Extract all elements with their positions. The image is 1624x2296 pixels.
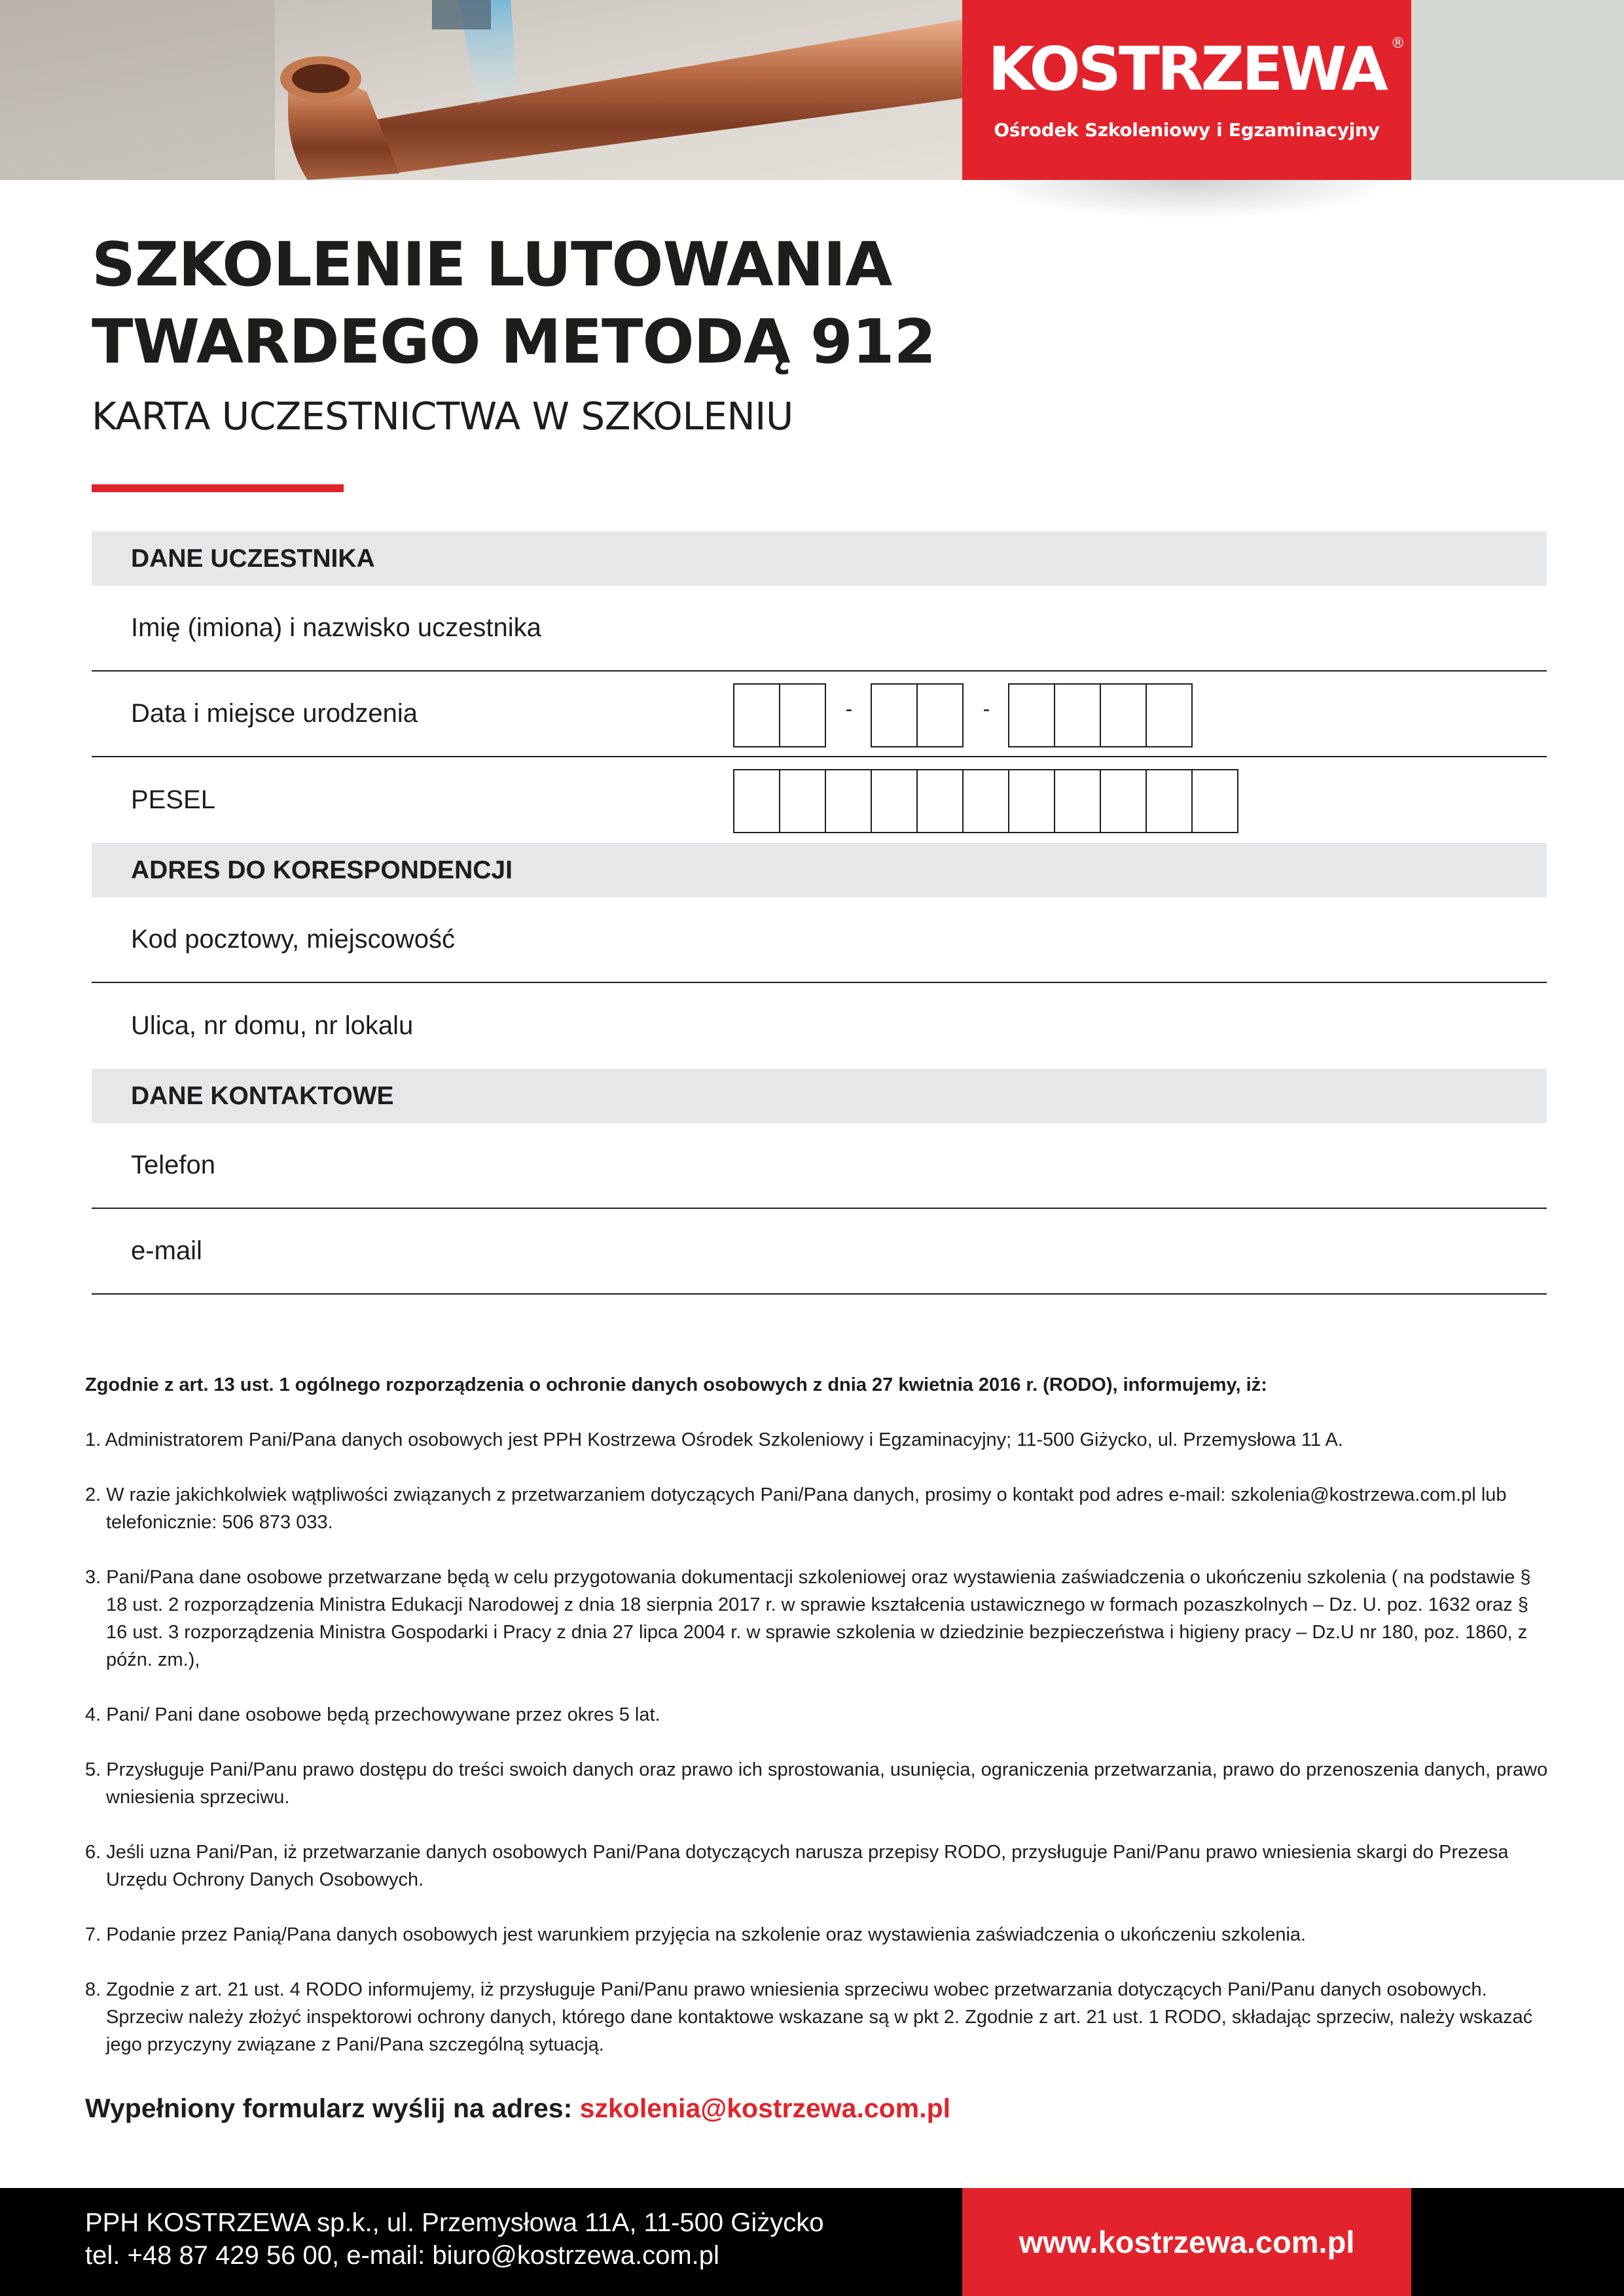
pesel-digit-box[interactable] [825,769,872,833]
title-divider [92,484,344,492]
website-link[interactable]: www.kostrzewa.com.pl [962,2188,1411,2296]
header-background-right [1411,0,1624,180]
rodo-item: 3. Pani/Pana dane osobowe przetwarzane będą w celu przygotowania dokumentacji szkoleniowej oraz wystawienia zaświadczenia o ukończeniu szkolenia ( na podstawie § 18 ust. 2 rozporządzenia Ministra Edukacji Narodowej z dnia 18 sierpnia 2017 r. w sprawie kształcenia ustawicznego w formach pozaszkolnych – Dz. U. poz. 1632 oraz § 16 ust. 3 rozporządzenia Ministra Gospodarki i Pracy z dnia 27 lipca 2004 r. w sprawie szkolenia w dziedzinie bezpieczeństwa i higieny pracy – Dz.U nr 180, poz. 1860, z późn. zm.), [85,1567,1531,1670]
birth-label: Data i miejsce urodzenia [131,699,418,728]
birth-field[interactable] [92,672,1547,757]
send-instruction [85,2093,950,2124]
pesel-digit-box[interactable] [916,769,964,833]
name-field[interactable] [92,586,1547,672]
year-digit-box[interactable] [1054,683,1101,747]
header-banner [0,0,1624,180]
send-email-link[interactable]: szkolenia@kostrzewa.com.pl [579,2093,951,2123]
pesel-digit-box[interactable] [1100,769,1147,833]
footer-address-line: PPH KOSTRZEWA sp.k., ul. Przemysłowa 11A, 11-500 Giżycko [85,2208,824,2237]
pesel-digit-box[interactable] [1191,769,1238,833]
registered-mark: ® [1390,35,1405,52]
rodo-item: 1. Administratorem Pani/Pana danych osobowych jest PPH Kostrzewa Ośrodek Szkoleniowy i Egzaminacyjny; 11-500 Giżycko, ul. Przemysłowa 11 A. [85,1429,1343,1450]
page-subtitle: KARTA UCZESTNICTWA W SZKOLENIU [92,394,793,439]
year-digit-box[interactable] [1146,683,1193,747]
rodo-item: 7. Podanie przez Panią/Pana danych osobowych jest warunkiem przyjęcia na szkolenie oraz wystawienia zaświadczenia o ukończeniu szkolenia. [85,1924,1307,1945]
rodo-item: 5. Przysługuje Pani/Panu prawo dostępu do treści swoich danych oraz prawo ich sprostowania, usunięcia, ograniczenia przetwarzania, prawo do przenoszenia danych, prawo wniesienia sprzeciwu. [85,1759,1548,1808]
month-digit-box[interactable] [916,683,964,747]
day-digit-box[interactable] [733,683,780,747]
rodo-item: 8. Zgodnie z art. 21 ust. 4 RODO informujemy, iż przysługuje Pani/Panu prawo wniesienia sprzeciwu wobec przetwarzania dotyczących Pani/Panu danych osobowych. Sprzeciw należy złożyć inspektorowi ochrony danych, którego dane kontaktowe wskazane są w pkt 2. Zgodnie z art. 21 ust. 1 RODO, składając sprzeciw, należy wskazać jego przyczyny związane z Pani/Pana szczególną sytuacją. [85,1979,1533,2055]
pesel-digit-box[interactable] [871,769,918,833]
pesel-digit-box[interactable] [962,769,1009,833]
pesel-field[interactable] [92,757,1547,843]
pesel-digit-box[interactable] [1054,769,1101,833]
page-title: SZKOLENIE LUTOWANIA TWARDEGO METODĄ 912 [92,229,936,377]
footer [0,2188,1624,2296]
street-label: Ulica, nr domu, nr lokalu [131,1011,414,1040]
rodo-item: 4. Pani/ Pani dane osobowe będą przechowywane przez okres 5 lat. [85,1704,660,1725]
copper-pipe-photo [0,0,962,180]
pesel-digit-box[interactable] [1146,769,1193,833]
year-digit-box[interactable] [1100,683,1147,747]
kostrzewa-logo: KOSTRZEWA ® Ośrodek Szkoleniowy i Egzaminacyjny [962,0,1411,180]
section-participant-data: DANE UCZESTNIKA [92,531,1547,586]
section-contact-data: DANE KONTAKTOWE [92,1069,1547,1123]
logo-subtitle: Ośrodek Szkoleniowy i Egzaminacyjny [994,119,1380,141]
pesel-digit-box[interactable] [779,769,826,833]
rodo-notice [85,1371,1551,2086]
pesel-digit-box[interactable] [733,769,780,833]
birth-date-boxes [733,683,1193,747]
rodo-intro: Zgodnie z art. 13 ust. 1 ogólnego rozporządzenia o ochronie danych osobowych z dnia 27 kwietnia 2016 r. (RODO), informujemy, iż: [85,1374,1267,1395]
rodo-item: 6. Jeśli uzna Pani/Pan, iż przetwarzanie danych osobowych Pani/Pana dotyczących narusza przepisy RODO, przysługuje Pani/Panu prawo wniesienia skargi do Prezesa Urzędu Ochrony Danych Osobowych. [85,1842,1509,1890]
footer-address [85,2206,824,2272]
phone-label: Telefon [131,1151,215,1179]
year-digit-box[interactable] [1008,683,1055,747]
email-label: e-mail [131,1236,202,1265]
pesel-boxes [733,769,1238,833]
rodo-item: 2. W razie jakichkolwiek wątpliwości związanych z przetwarzaniem dotyczących Pani/Pana danych, prosimy o kontakt pod adres e-mail: szkolenia@kostrzewa.com.pl lub telefonicznie: 506 873 033. [85,1484,1507,1533]
postal-label: Kod pocztowy, miejscowość [131,925,455,954]
pesel-digit-box[interactable] [1008,769,1055,833]
section-correspondence-address: ADRES DO KORESPONDENCJI [92,843,1547,897]
month-digit-box[interactable] [871,683,918,747]
email-field[interactable] [92,1209,1547,1295]
day-digit-box[interactable] [779,683,826,747]
send-label: Wypełniony formularz wyślij na adres: [85,2093,580,2123]
logo-shadow [975,180,1401,219]
pesel-label: PESEL [131,785,215,814]
street-field[interactable] [92,983,1547,1069]
footer-contact-line: tel. +48 87 429 56 00, e-mail: biuro@kostrzewa.com.pl [85,2241,719,2270]
phone-field[interactable] [92,1123,1547,1209]
date-separator: - [983,696,990,721]
name-label: Imię (imiona) i nazwisko uczestnika [131,613,541,642]
postal-field[interactable] [92,897,1547,983]
date-separator: - [845,696,853,721]
